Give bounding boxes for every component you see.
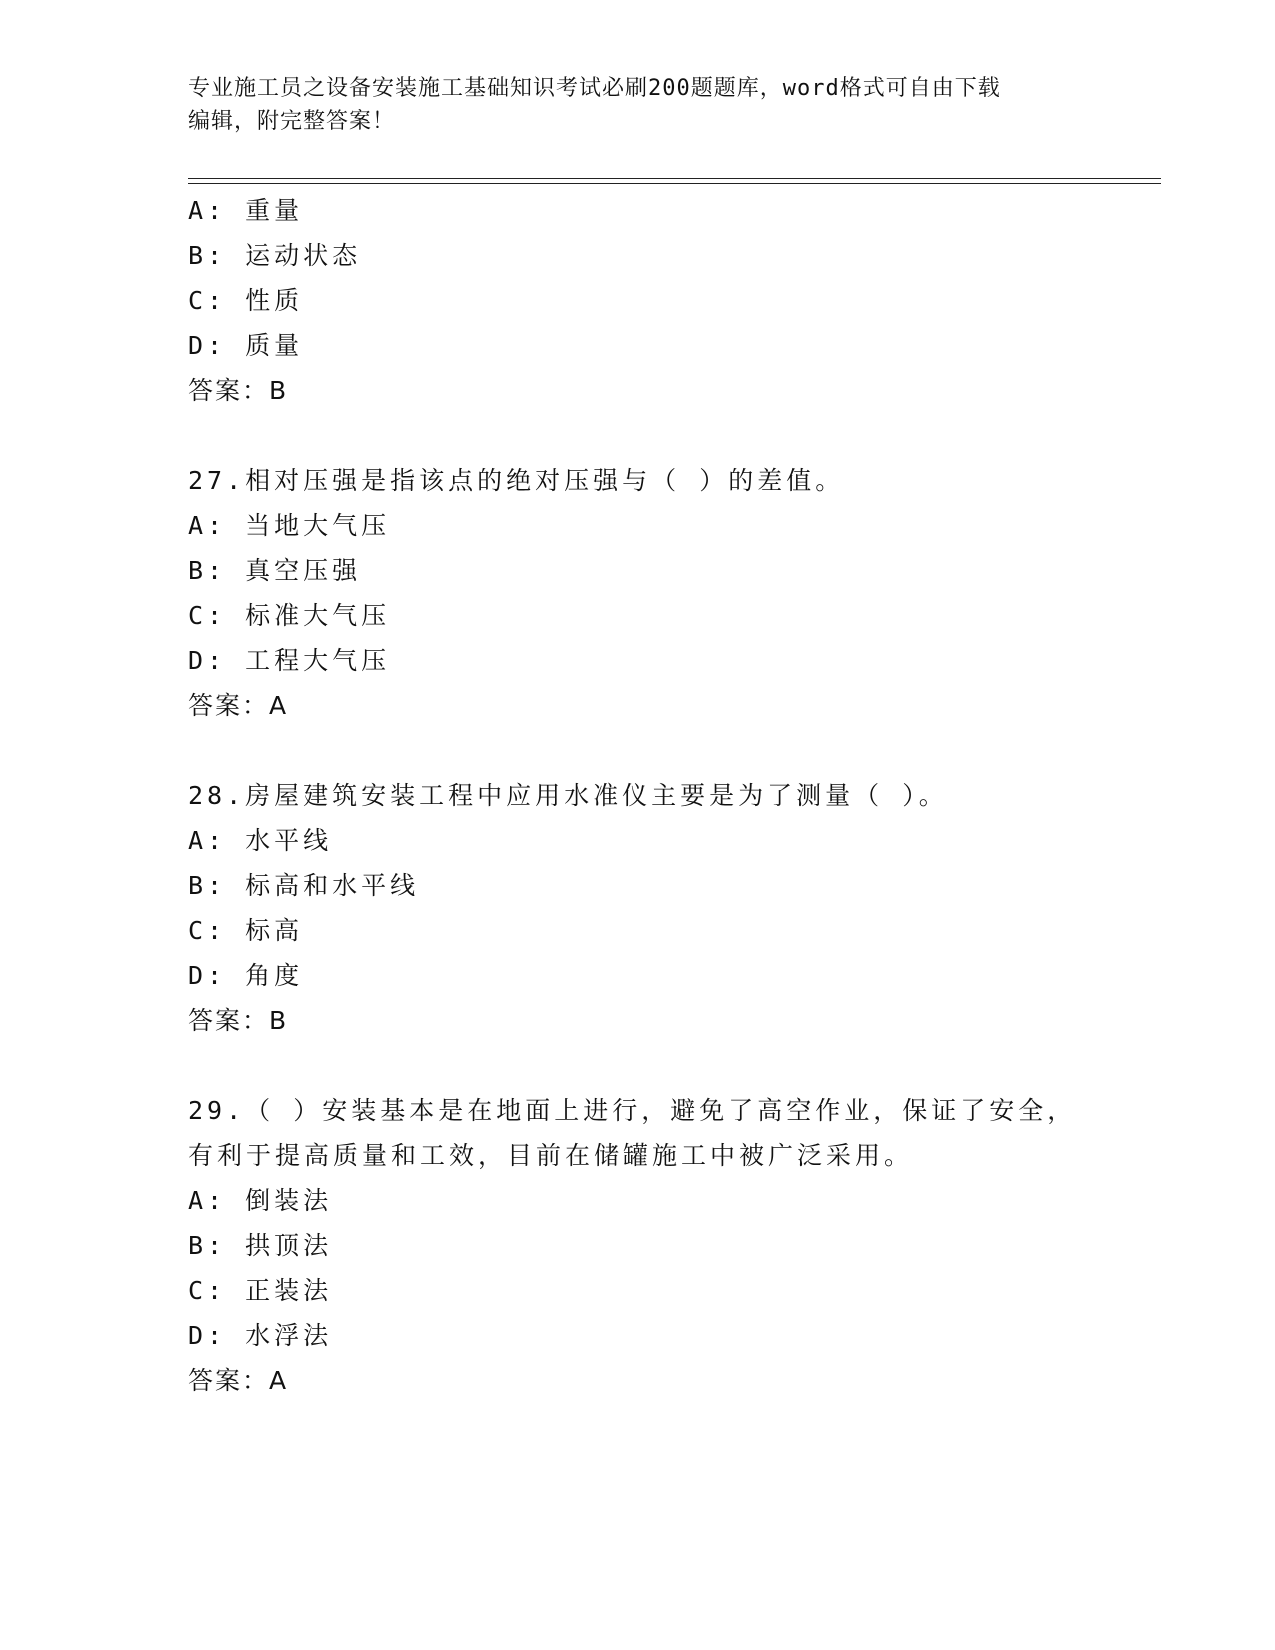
q26-option-c: C: 性质 (188, 286, 304, 315)
document-header (188, 72, 1088, 138)
q26-option-a: A: 重量 (188, 196, 304, 225)
q28-option-b: B: 标高和水平线 (188, 871, 420, 900)
q28-option-a: A: 水平线 (188, 826, 333, 855)
q29-stem-line-1: 29.（ ）安装基本是在地面上进行，避免了高空作业，保证了安全， (188, 1096, 1077, 1125)
q29-stem-line-2: 有利于提高质量和工效，目前在储罐施工中被广泛采用。 (188, 1141, 914, 1170)
q26-option-b: B: 运动状态 (188, 241, 362, 270)
q27-option-d: D: 工程大气压 (188, 646, 391, 675)
q29-option-b: B: 拱顶法 (188, 1231, 333, 1260)
header-divider-bottom (188, 183, 1161, 184)
q27-option-a: A: 当地大气压 (188, 511, 391, 540)
header-title-line-1: 专业施工员之设备安装施工基础知识考试必刷200题题库，word格式可自由下载 (188, 76, 1001, 101)
q29-option-c: C: 正装法 (188, 1276, 333, 1305)
q27-option-b: B: 真空压强 (188, 556, 362, 585)
q28-stem: 28.房屋建筑安装工程中应用水准仪主要是为了测量（ ）。 (188, 781, 948, 810)
q28-option-d: D: 角度 (188, 961, 304, 990)
q28-answer: 答案：B (188, 1006, 289, 1035)
q27-stem: 27.相对压强是指该点的绝对压强与（ ）的差值。 (188, 466, 845, 495)
q29-option-a: A: 倒装法 (188, 1186, 333, 1215)
q29-option-d: D: 水浮法 (188, 1321, 333, 1350)
q27-option-c: C: 标准大气压 (188, 601, 391, 630)
q26-option-d: D: 质量 (188, 331, 304, 360)
q26-answer: 答案：B (188, 376, 289, 405)
q27-answer: 答案：A (188, 691, 289, 720)
header-title-line-2: 编辑，附完整答案！ (188, 109, 396, 134)
q29-answer: 答案：A (188, 1366, 289, 1395)
header-divider-top (188, 178, 1161, 179)
q28-option-c: C: 标高 (188, 916, 304, 945)
